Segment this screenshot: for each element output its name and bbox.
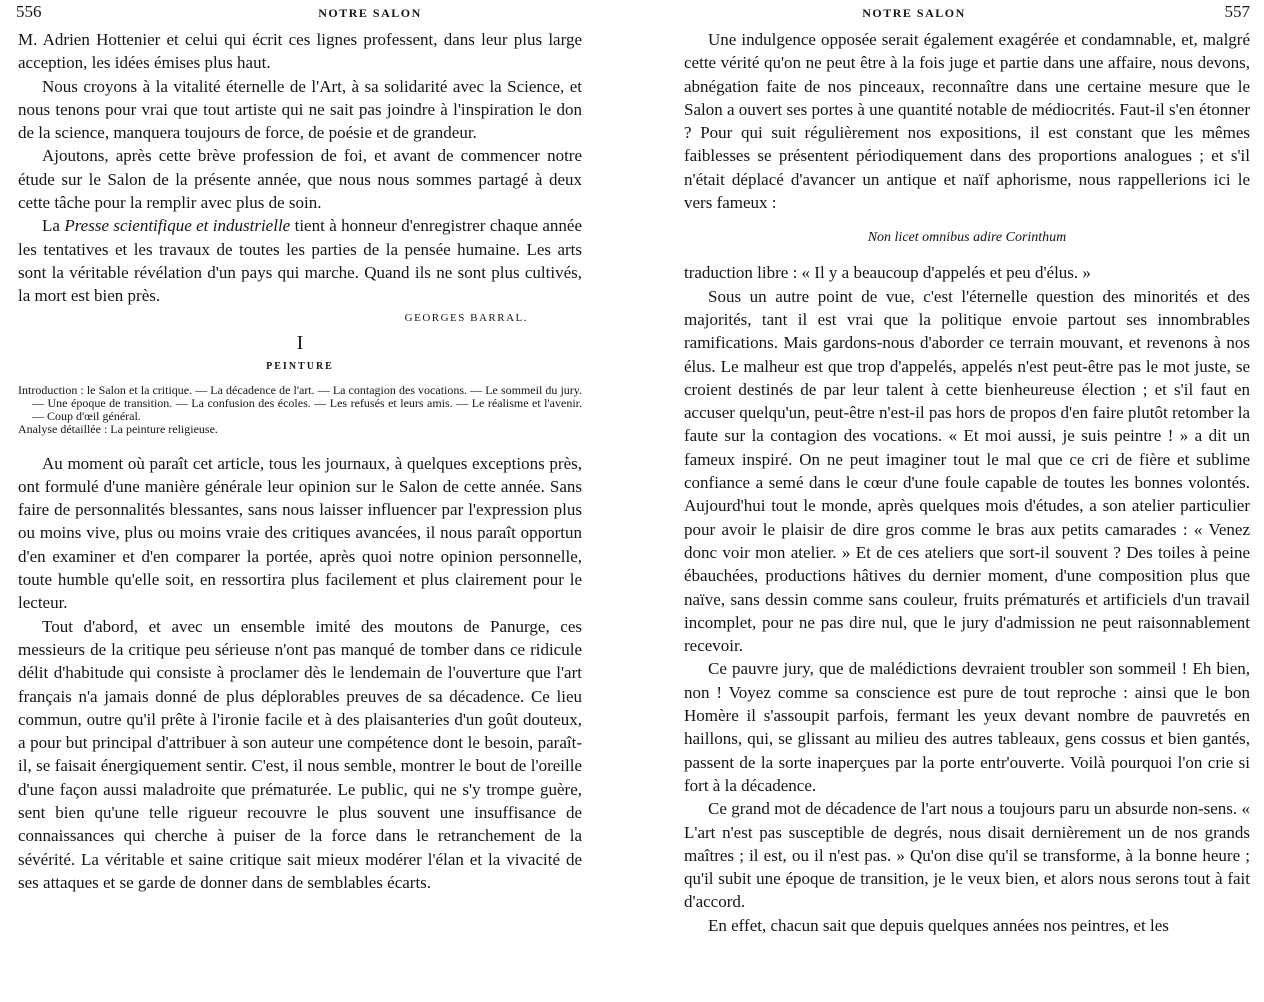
paragraph: Ajoutons, après cette brève profession de foi, et avant de commencer notre étude sur le Salon de la présente année, que nous nous sommes partagé à deux cette tâche pour la remplir avec plus de soin. xyxy=(18,146,582,213)
section-title: PEINTURE xyxy=(266,360,334,372)
summary-text: Introduction : le Salon et la critique. — La décadence de l'art. — La contagion des vocations. — Le sommeil du jury. — Une époque de transition. — La confusion des écoles. — Les refusés et leurs amis. — Le réalisme et l'avenir. — Coup d'œil général. xyxy=(18,382,582,423)
paragraph: Ce grand mot de décadence de l'art nous a toujours paru un absurde non-sens. « L'art n'est pas susceptible de degrés, nous disait dernièrement un de nos grands maîtres ; il est, ou il n'est pas. » Qu'on dise qu'il se transforme, à la bonne heure ; qu'il subit une époque de transition, je le veux bien, et alors nous serons tout à fait d'accord. xyxy=(684,799,1250,912)
right-page xyxy=(664,0,1264,1002)
paragraph: Ce pauvre jury, que de malédictions devraient troubler son sommeil ! Eh bien, non ! Voyez comme sa conscience est pure de tout reproche : ainsi que le bon Homère il s'assoupit parfois, fermant les yeux devant nombre de pauvretés en haillons, qui, se glissant au milieu des autres tableaux, gens cossus et bien gantés, passent de la sorte inaperçues par la porte entr'ouverte. Voilà pourquoi l'on crie si fort à la décadence. xyxy=(684,659,1250,795)
right-page-number: 557 xyxy=(1224,2,1250,21)
left-running-title: NOTRE SALON xyxy=(318,6,422,20)
paragraph: Une indulgence opposée serait également exagérée et condamnable, et, malgré cette vérité qu'on ne peut être à la fois juge et partie dans une affaire, nous devons, abnégation faite de nos pinceaux, reconnaître dans une certaine mesure que le Salon a ouvert ses portes à une quantité notable de médiocrités. Faut-il s'en étonner ? Pour qui suit régulièrement nos expositions, il est constant que les mêmes faiblesses se présentent périodiquement dans des proportions analogues ; et s'il n'était déplacé d'avancer un antique et naïf aphorisme, nous rappellerions ici le vers fameux : xyxy=(684,30,1250,213)
paragraph: En effet, chacun sait que depuis quelques années nos peintres, et les xyxy=(708,915,1169,935)
right-paragraphs-before-quote xyxy=(684,28,1250,214)
paragraph: Au moment où paraît cet article, tous les journaux, à quelques exceptions près, ont formulé d'une manière générale leur opinion sur le Salon de cette année. Sans faire de personnalités blessantes, sans nous laisser influencer par l'expression plus ou moins vive, plus ou moins vraie des critiques avancées, il nous paraît opportun d'en examiner et d'en comparer la portée, après quoi notre opinion personnelle, toute humble qu'elle soit, en ressortira plus facilement et plus clairement pour le lecteur. xyxy=(18,453,582,613)
right-paragraphs-after-quote xyxy=(684,261,1250,937)
section-number: I xyxy=(296,331,304,354)
left-page xyxy=(0,0,600,1002)
right-running-title: NOTRE SALON xyxy=(862,6,966,20)
paragraph: Sous un autre point de vue, c'est l'éternelle question des minorités et des majorités, tant il est vrai que la politique envoie partout ses innombrables ramifications. Mais gardons-nous d'aborder ce terrain mouvant, et revenons à nos élus. Le malheur est que trop d'appelés, appelés n'est peut-être pas le mot juste, se croient destinés de par leur talent à cette bienheureuse élection ; et s'il faut en accuser quelqu'un, peut-être n'est-il pas hors de propos d'en faire plutôt retomber la faute sur la contagion des vocations. « Et moi aussi, je suis peintre ! » a dit un fameux inspiré. On ne peut imaginer tout le mal que ce cri de fière et sublime confiance a semé dans le cœur d'une foule capable de toutes les bonnes volontés. Aujourd'hui tout le monde, après quelques mois d'études, a son atelier particulier pour avoir le plaisir de dire gros comme le bras aux petits camarades : « Venez donc voir mon atelier. » Et de ces ateliers que sort-il souvent ? Des toiles à peine ébauchées, productions hâtives du dernier moment, d'une composition plus que naïve, sans dessin comme sans couleur, fruits prématurés et artificiels d'un travail incomplet, pour ne pas dire nul, que le jury d'admission ne peut raisonnablement recevoir. xyxy=(684,286,1250,656)
paragraph: M. Adrien Hottenier et celui qui écrit ces lignes professent, dans leur plus large acception, les idées émises plus haut. xyxy=(18,30,582,73)
paragraph: Nous croyons à la vitalité éternelle de l'Art, à sa solidarité avec la Science, et nous tenons pour vrai que tout artiste qui ne sait pas joindre à l'inspiration le don de la science, manquera toujours de force, de poésie et de grandeur. xyxy=(18,76,582,143)
press-before: La xyxy=(42,216,65,236)
press-journal-title: Presse scientifique et industrielle xyxy=(64,216,291,236)
summary-analyse: Analyse détaillée : La peinture religieuse. xyxy=(18,421,218,436)
paragraph: Tout d'abord, et avec un ensemble imité des moutons de Panurge, ces messieurs de la critique peu sérieuse n'ont pas manqué de tomber dans ce ridicule délit d'habitude qui consiste à proclamer dès le lendemain de l'ouverture que l'art français n'a jamais donné de plus déplorables preuves de sa décadence. Ce lieu commun, outre qu'il prête à l'ironie facile et à des plaisanteries d'un goût douteux, a pour but principal d'attribuer à son auteur une compétence dont le besoin, paraît-il, se faisait énergiquement sentir. C'est, il nous semble, montrer le bout de l'oreille d'une façon aussi maladroite que prématurée. Le public, qui ne s'y trompe guère, sent bien qu'une telle rigueur recouvre le plus souvent une insuffisance de connaissances qui cherche à puiser de la force dans le retranchement de la sévérité. La véritable et saine critique sait mieux modérer l'élan et la vivacité de ses attaques et se garde de donner dans de semblables écarts. xyxy=(18,616,582,892)
left-body-paragraphs xyxy=(18,452,582,895)
paragraph: traduction libre : « Il y a beaucoup d'appelés et peu d'élus. » xyxy=(684,263,1091,283)
right-page-header xyxy=(664,4,1264,24)
section-summary xyxy=(18,384,582,436)
right-page-body xyxy=(684,28,1250,937)
press-after: tient à honneur d'enregistrer chaque année les tentatives et les travaux de toutes les parties de la pensée humaine. Les arts sont la véritable révélation d'un pays qui marche. Quand ils ne sont plus cultivés, la mort est bien près. xyxy=(18,216,583,306)
press-paragraph xyxy=(18,214,582,307)
latin-quote: Non licet omnibus adire Corinthum xyxy=(867,230,1067,246)
left-page-number: 556 xyxy=(16,2,42,21)
left-page-header xyxy=(0,4,600,24)
signature: GEORGES BARRAL. xyxy=(404,311,528,324)
left-page-body xyxy=(18,28,582,894)
left-intro-paragraphs xyxy=(18,28,582,214)
